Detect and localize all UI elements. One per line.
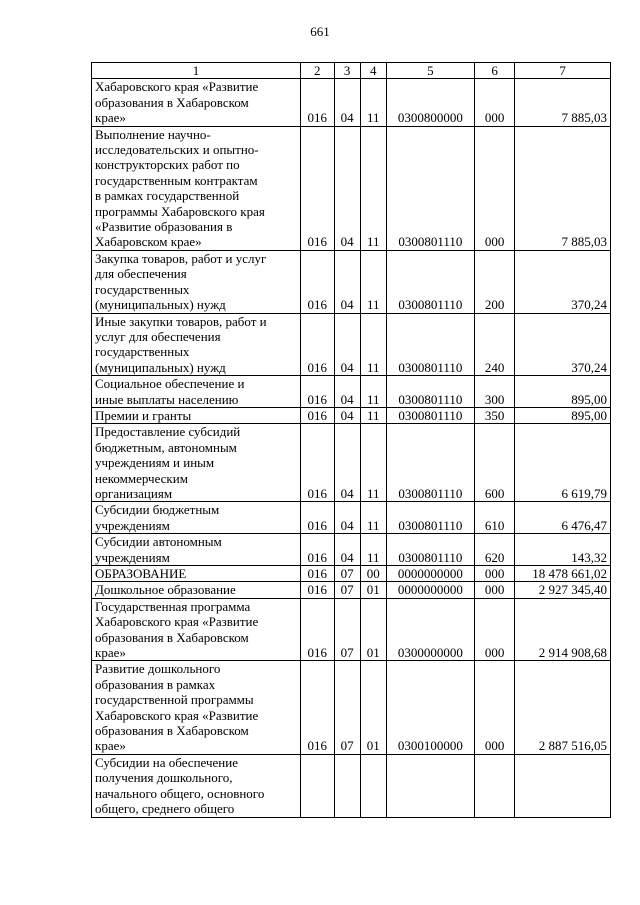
pr-cell: 11 (360, 126, 386, 250)
column-header: 6 (474, 63, 514, 79)
vr-cell: 350 (474, 407, 514, 423)
pr-cell: 11 (360, 502, 386, 534)
table-row (92, 250, 611, 313)
vr-cell: 000 (474, 661, 514, 754)
ved-cell: 016 (300, 566, 334, 582)
csr-cell: 0300801110 (386, 313, 474, 376)
ved-cell: 016 (300, 598, 334, 661)
pr-cell: 11 (360, 79, 386, 126)
ved-cell: 016 (300, 79, 334, 126)
rz-cell: 04 (334, 376, 360, 408)
csr-cell: 0300801110 (386, 126, 474, 250)
sum-cell: 2 887 516,05 (515, 661, 611, 754)
ved-cell: 016 (300, 407, 334, 423)
sum-cell: 370,24 (515, 313, 611, 376)
vr-cell (474, 754, 514, 817)
vr-cell: 000 (474, 598, 514, 661)
budget-table (91, 62, 611, 818)
ved-cell: 016 (300, 582, 334, 598)
rz-cell: 04 (334, 126, 360, 250)
rz-cell (334, 754, 360, 817)
ved-cell: 016 (300, 661, 334, 754)
pr-cell: 01 (360, 582, 386, 598)
rz-cell: 04 (334, 407, 360, 423)
sum-cell: 7 885,03 (515, 126, 611, 250)
rz-cell: 07 (334, 598, 360, 661)
rz-cell: 07 (334, 566, 360, 582)
ved-cell: 016 (300, 376, 334, 408)
item-name-cell: Предоставление субсидий бюджетным, автономным учреждениям и иным некоммерческим организациям (92, 424, 301, 502)
pr-cell: 11 (360, 407, 386, 423)
column-header: 5 (386, 63, 474, 79)
pr-cell: 11 (360, 313, 386, 376)
sum-cell: 18 478 661,02 (515, 566, 611, 582)
column-header: 3 (334, 63, 360, 79)
table-row (92, 661, 611, 754)
table-body (92, 79, 611, 817)
rz-cell: 04 (334, 424, 360, 502)
sum-cell: 7 885,03 (515, 79, 611, 126)
csr-cell: 0300801110 (386, 376, 474, 408)
csr-cell: 0300801110 (386, 534, 474, 566)
csr-cell: 0000000000 (386, 566, 474, 582)
rz-cell: 04 (334, 79, 360, 126)
table-row (92, 502, 611, 534)
rz-cell: 04 (334, 534, 360, 566)
pr-cell: 00 (360, 566, 386, 582)
sum-cell: 6 476,47 (515, 502, 611, 534)
ved-cell: 016 (300, 250, 334, 313)
vr-cell: 240 (474, 313, 514, 376)
csr-cell: 0300801110 (386, 424, 474, 502)
ved-cell: 016 (300, 424, 334, 502)
ved-cell: 016 (300, 534, 334, 566)
rz-cell: 04 (334, 502, 360, 534)
ved-cell: 016 (300, 502, 334, 534)
pr-cell (360, 754, 386, 817)
pr-cell: 11 (360, 534, 386, 566)
table-row (92, 407, 611, 423)
item-name-cell: Субсидии автономным учреждениям (92, 534, 301, 566)
rz-cell: 07 (334, 661, 360, 754)
sum-cell: 370,24 (515, 250, 611, 313)
csr-cell (386, 754, 474, 817)
rz-cell: 04 (334, 313, 360, 376)
vr-cell: 000 (474, 566, 514, 582)
column-header: 7 (515, 63, 611, 79)
table-row (92, 754, 611, 817)
item-name-cell: Дошкольное образование (92, 582, 301, 598)
rz-cell: 04 (334, 250, 360, 313)
item-name-cell: Премии и гранты (92, 407, 301, 423)
item-name-cell: Социальное обеспечение и иные выплаты населению (92, 376, 301, 408)
item-name-cell: Субсидии бюджетным учреждениям (92, 502, 301, 534)
item-name-cell: Развитие дошкольного образования в рамках государственной программы Хабаровского края «Развитие образования в Хабаровском крае» (92, 661, 301, 754)
table-row (92, 79, 611, 126)
table-row (92, 126, 611, 250)
pr-cell: 11 (360, 250, 386, 313)
pr-cell: 01 (360, 598, 386, 661)
ved-cell: 016 (300, 126, 334, 250)
vr-cell: 600 (474, 424, 514, 502)
csr-cell: 0000000000 (386, 582, 474, 598)
table-row (92, 424, 611, 502)
vr-cell: 620 (474, 534, 514, 566)
item-name-cell: Иные закупки товаров, работ и услуг для обеспечения государственных (муниципальных) нужд (92, 313, 301, 376)
column-number-row (92, 63, 611, 79)
table-row (92, 566, 611, 582)
sum-cell: 895,00 (515, 407, 611, 423)
vr-cell: 200 (474, 250, 514, 313)
table-row (92, 582, 611, 598)
csr-cell: 0300800000 (386, 79, 474, 126)
csr-cell: 0300801110 (386, 407, 474, 423)
sum-cell: 895,00 (515, 376, 611, 408)
table-row (92, 376, 611, 408)
table-row (92, 534, 611, 566)
table-row (92, 313, 611, 376)
pr-cell: 11 (360, 424, 386, 502)
page-number: 661 (310, 24, 330, 39)
item-name-cell: Государственная программа Хабаровского края «Развитие образования в Хабаровском крае» (92, 598, 301, 661)
vr-cell: 300 (474, 376, 514, 408)
sum-cell: 6 619,79 (515, 424, 611, 502)
item-name-cell: Хабаровского края «Развитие образования в Хабаровском крае» (92, 79, 301, 126)
pr-cell: 11 (360, 376, 386, 408)
column-header: 4 (360, 63, 386, 79)
column-header: 1 (92, 63, 301, 79)
sum-cell: 2 914 908,68 (515, 598, 611, 661)
vr-cell: 610 (474, 502, 514, 534)
column-header: 2 (300, 63, 334, 79)
ved-cell (300, 754, 334, 817)
rz-cell: 07 (334, 582, 360, 598)
vr-cell: 000 (474, 126, 514, 250)
csr-cell: 0300801110 (386, 250, 474, 313)
sum-cell: 2 927 345,40 (515, 582, 611, 598)
item-name-cell: Субсидии на обеспечение получения дошкольного, начального общего, основного общего, среднего общего (92, 754, 301, 817)
item-name-cell: Выполнение научно- исследовательских и опытно- конструкторских работ по государственным контрактам в рамках государственной программы Хабаровского края «Развитие образования в Хабаровском крае» (92, 126, 301, 250)
vr-cell: 000 (474, 79, 514, 126)
item-name-cell: ОБРАЗОВАНИЕ (92, 566, 301, 582)
csr-cell: 0300100000 (386, 661, 474, 754)
sum-cell: 143,32 (515, 534, 611, 566)
csr-cell: 0300801110 (386, 502, 474, 534)
table-row (92, 598, 611, 661)
item-name-cell: Закупка товаров, работ и услуг для обеспечения государственных (муниципальных) нужд (92, 250, 301, 313)
sum-cell (515, 754, 611, 817)
ved-cell: 016 (300, 313, 334, 376)
pr-cell: 01 (360, 661, 386, 754)
vr-cell: 000 (474, 582, 514, 598)
csr-cell: 0300000000 (386, 598, 474, 661)
